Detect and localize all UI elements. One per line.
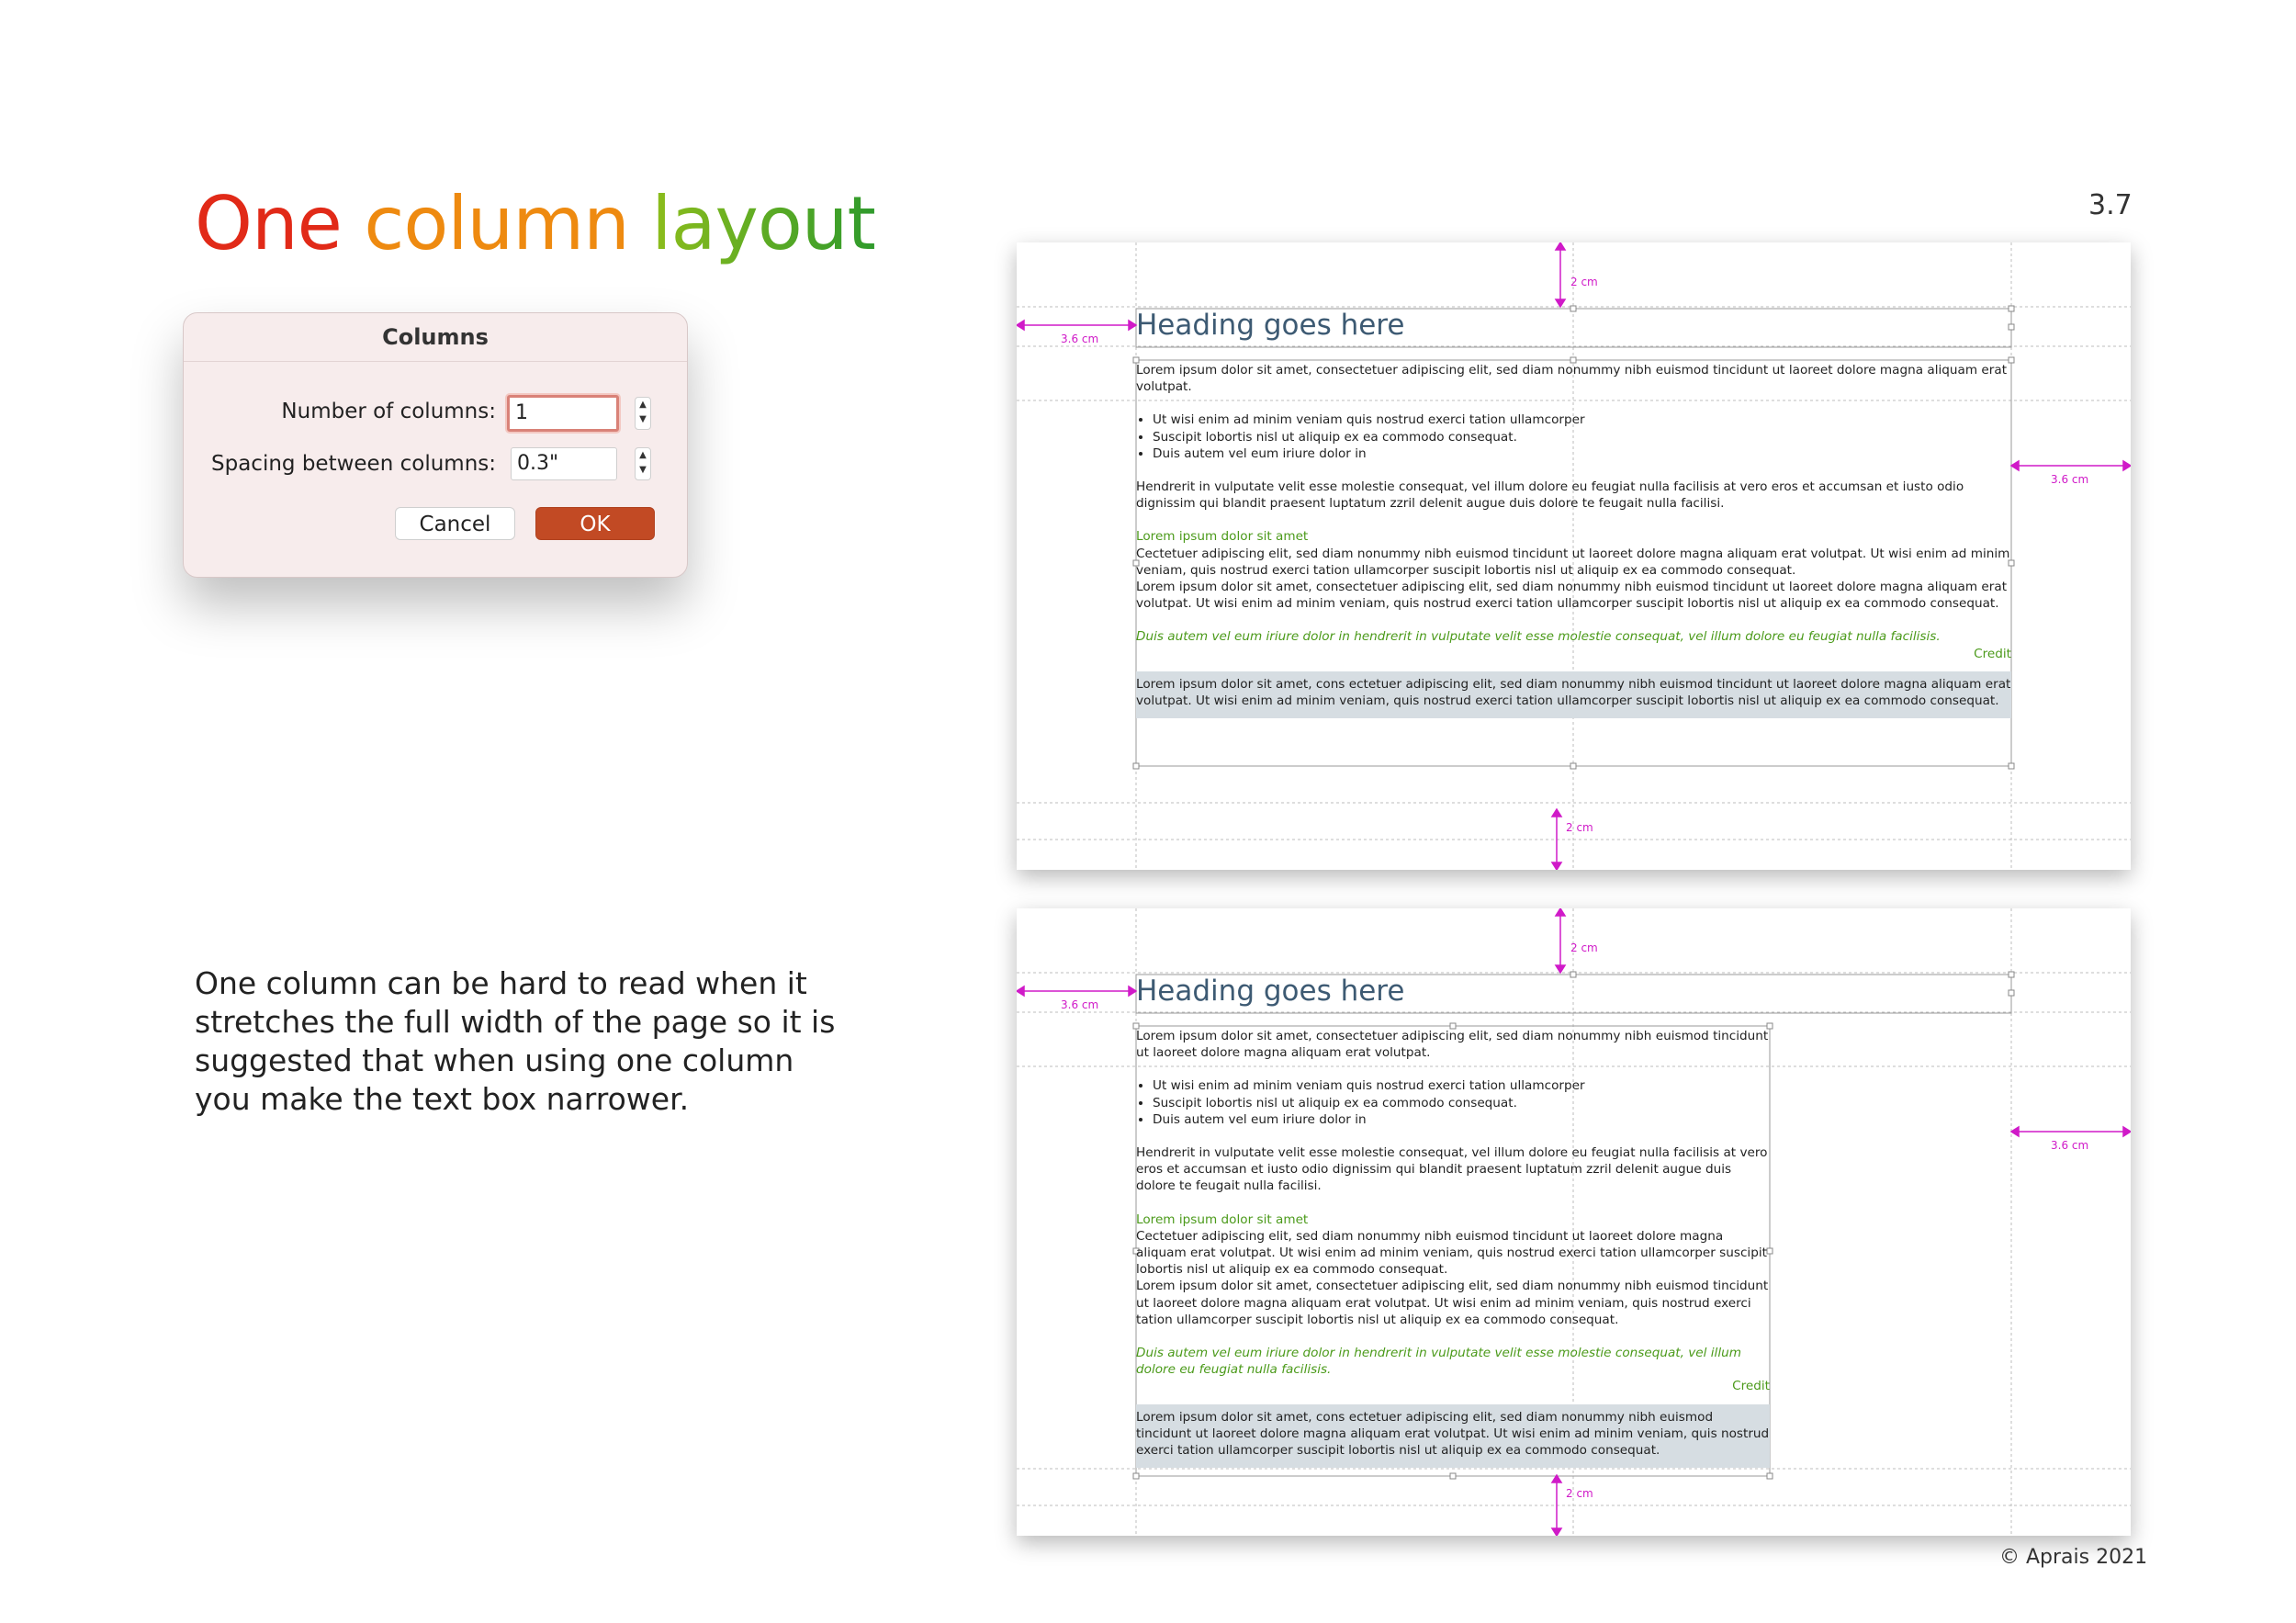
bullet-item: • Ut wisi enim ad minim veniam quis nostrud exerci tation ullamcorper: [1153, 411, 2011, 428]
stepper-down-icon[interactable]: ▼: [639, 414, 647, 424]
paragraph: Cectetuer adipiscing elit, sed diam nonummy nibh euismod tincidunt ut laoreet dolore magna aliquam erat volutpat. Ut wisi enim ad minim veniam, quis nostrud exerci tation ullamcorper suscipit lobortis nisl ut aliquip ex ea commodo consequat.: [1136, 546, 2010, 578]
bullet-item: • Duis autem vel eum iriure dolor in: [1153, 1111, 1770, 1128]
left-margin-label: 3.6 cm: [1061, 332, 1099, 345]
page-number: 3.7: [2088, 189, 2133, 221]
bullet-item: • Suscipit lobortis nisl ut aliquip ex ea commodo consequat.: [1153, 1095, 1770, 1111]
quote: Duis autem vel eum iriure dolor in hendrerit in vulputate velit esse molestie consequat, vel illum dolore eu feugiat nulla facilisis.: [1136, 1346, 1741, 1378]
stepper-up-icon[interactable]: ▲: [639, 450, 647, 460]
slide-text-box: [1136, 362, 2011, 718]
columns-dialog: [183, 312, 688, 578]
shaded-paragraph: Lorem ipsum dolor sit amet, cons ectetuer adipiscing elit, sed diam nonummy nibh euismod tincidunt ut laoreet dolore magna aliquam erat volutpat. Ut wisi enim ad minim veniam, quis nostrud exerci tation ullamcorper suscipit lobortis nisl ut aliquip ex ea commodo consequat.: [1136, 1404, 1770, 1469]
bullet-list: [1136, 1077, 1770, 1128]
bullet-item: • Duis autem vel eum iriure dolor in: [1153, 445, 2011, 462]
bullet-list: [1136, 411, 2011, 462]
ok-button[interactable]: OK: [535, 507, 655, 540]
slide-heading: Heading goes here: [1136, 309, 1405, 342]
credit: Credit: [1732, 1379, 1770, 1394]
top-margin-label: 2 cm: [1570, 941, 1598, 954]
title-part-column: column: [364, 181, 652, 266]
paragraph: Cectetuer adipiscing elit, sed diam nonummy nibh euismod tincidunt ut laoreet dolore magna aliquam erat volutpat. Ut wisi enim ad minim veniam, quis nostrud exerci tation ullamcorper suscipit lobortis nisl ut aliquip ex ea commodo consequat.: [1136, 1228, 1767, 1278]
cancel-button[interactable]: Cancel: [395, 507, 515, 540]
slide-text-box: [1136, 1028, 1770, 1468]
bottom-margin-label: 2 cm: [1566, 821, 1593, 834]
paragraph: Hendrerit in vulputate velit esse molestie consequat, vel illum dolore eu feugiat nulla facilisis at vero eros et accumsan et iusto odio dignissim qui blandit praesent luptatum zzril delenit augue duis dolore te feugait nulla facilisi.: [1136, 479, 1964, 512]
spacing-stepper[interactable]: [635, 447, 651, 480]
right-margin-label: 3.6 cm: [2051, 473, 2089, 486]
top-margin-label: 2 cm: [1570, 276, 1598, 288]
dialog-title: Columns: [382, 324, 489, 350]
title-part-one: One: [195, 181, 365, 266]
left-margin-label: 3.6 cm: [1061, 998, 1099, 1011]
spacing-between-columns-input[interactable]: 0.3": [511, 447, 617, 480]
page-title: [195, 180, 875, 268]
title-part-layout: layout: [651, 181, 875, 266]
dialog-divider: [184, 361, 687, 362]
subheading: Lorem ipsum dolor sit amet: [1136, 529, 1309, 545]
stepper-down-icon[interactable]: ▼: [639, 465, 647, 475]
subheading: Lorem ipsum dolor sit amet: [1136, 1212, 1309, 1227]
shaded-paragraph: Lorem ipsum dolor sit amet, cons ectetuer adipiscing elit, sed diam nonummy nibh euismod tincidunt ut laoreet dolore magna aliquam erat volutpat. Ut wisi enim ad minim veniam, quis nostrud exerci tation ullamcorper suscipit lobortis nisl ut aliquip ex ea commodo consequat.: [1136, 671, 2011, 718]
paragraph: Hendrerit in vulputate velit esse molestie consequat, vel illum dolore eu feugiat nulla facilisis at vero eros et accumsan et iusto odio dignissim qui blandit praesent luptatum zzril delenit augue duis dolore te feugait nulla facilisi.: [1136, 1145, 1768, 1194]
spacing-between-columns-label: Spacing between columns:: [211, 452, 496, 476]
credit: Credit: [1974, 646, 2011, 661]
bottom-margin-label: 2 cm: [1566, 1487, 1593, 1500]
slide-full-width-example: [1017, 242, 2131, 870]
right-margin-label: 3.6 cm: [2051, 1139, 2089, 1152]
quote: Duis autem vel eum iriure dolor in hendrerit in vulputate velit esse molestie consequat, vel illum dolore eu feugiat nulla facilisis.: [1136, 629, 1941, 645]
number-of-columns-label: Number of columns:: [281, 400, 496, 423]
copyright: © Aprais 2021: [1999, 1546, 2148, 1569]
slide-narrow-example: [1017, 908, 2131, 1536]
slide-heading: Heading goes here: [1136, 975, 1405, 1008]
paragraph: Lorem ipsum dolor sit amet, consectetuer adipiscing elit, sed diam nonummy nibh euismod tincidunt ut laoreet dolore magna aliquam erat volutpat. Ut wisi enim ad minim veniam, quis nostrud exerci tation ullamcorper suscipit lobortis nisl ut aliquip ex ea commodo consequat.: [1136, 580, 2008, 612]
paragraph: Lorem ipsum dolor sit amet, consectetuer adipiscing elit, sed diam nonummy nibh euismod tincidunt ut laoreet dolore magna aliquam erat volutpat.: [1136, 1029, 1769, 1061]
bullet-item: • Ut wisi enim ad minim veniam quis nostrud exerci tation ullamcorper: [1153, 1077, 1770, 1094]
number-of-columns-stepper[interactable]: [635, 397, 651, 430]
paragraph: Lorem ipsum dolor sit amet, consectetuer adipiscing elit, sed diam nonummy nibh euismod tincidunt ut laoreet dolore magna aliquam erat volutpat. Ut wisi enim ad minim veniam, quis nostrud exerci tation ullamcorper suscipit lobortis nisl ut aliquip ex ea commodo consequat.: [1136, 1279, 1769, 1327]
bullet-item: • Suscipit lobortis nisl ut aliquip ex ea commodo consequat.: [1153, 429, 2011, 445]
stepper-up-icon[interactable]: ▲: [639, 400, 647, 410]
number-of-columns-input[interactable]: 1: [507, 395, 619, 432]
paragraph: Lorem ipsum dolor sit amet, consectetuer adipiscing elit, sed diam nonummy nibh euismod tincidunt ut laoreet dolore magna aliquam erat volutpat.: [1136, 363, 2008, 395]
explanation-text: One column can be hard to read when it stretches the full width of the page so it is suggested that when using one column you make the text box narrower.: [195, 965, 836, 1117]
